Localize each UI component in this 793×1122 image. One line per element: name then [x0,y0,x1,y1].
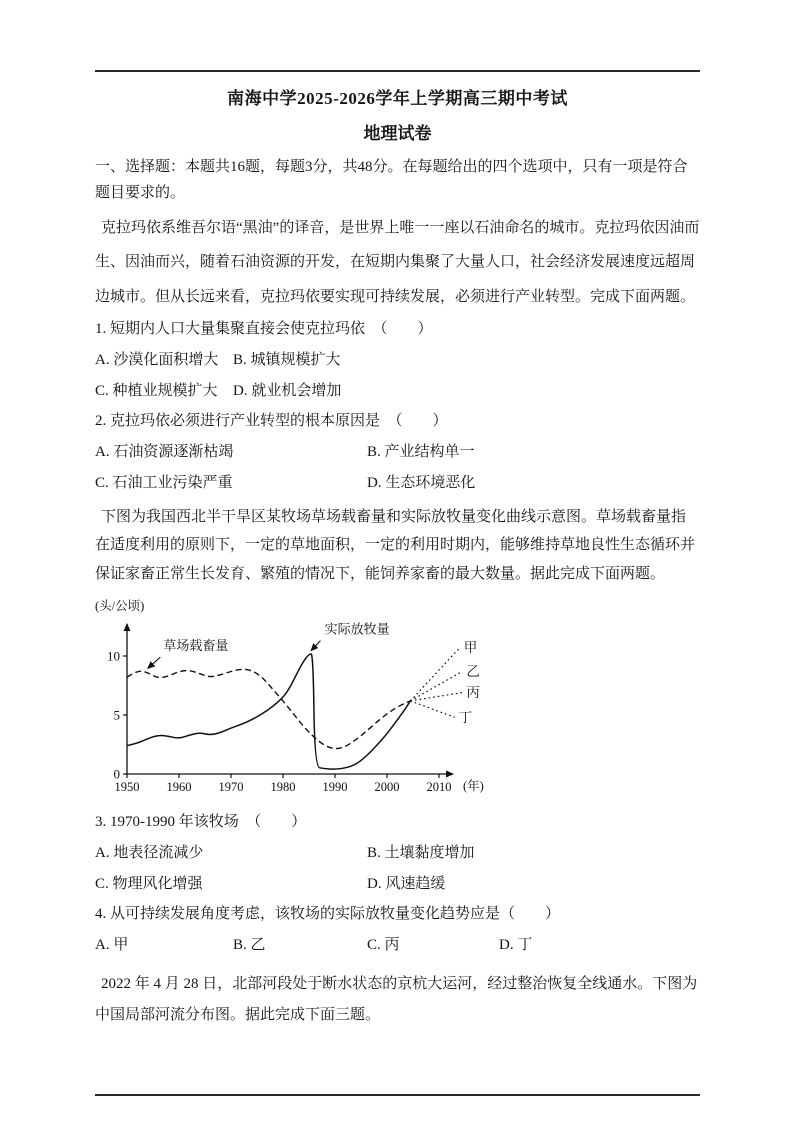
question-3 [95,807,700,899]
bottom-rule [95,1094,700,1096]
svg-text:2010: 2010 [426,780,452,794]
question-1-option-b: B. 城镇规模扩大 [233,351,341,368]
question-1-option-c: C. 种植业规模扩大 [95,382,218,399]
question-1-stem: 1. 短期内人口大量集聚直接会使克拉玛依 （ ） [95,321,433,337]
question-4 [95,899,700,961]
top-rule [95,70,700,72]
question-3-option-b: B. 土壤黏度增加 [367,844,475,861]
question-4-stem: 4. 从可持续发展角度考虑，该牧场的实际放牧量变化趋势应是（ ） [95,906,561,923]
passage-karamay: 克拉玛依系维吾尔语“黑油”的译音，是世界上唯一一座以石油命名的城市。克拉玛依因油而生、因油而兴，随着石油资源的开发，在短期内集聚了大量人口，社会经济发展速度远超周边城市。但从长远来看，克拉玛依要实现可持续发展，必须进行产业转型。完成下面两题。 [95,219,700,305]
svg-text:实际放牧量: 实际放牧量 [324,621,390,637]
svg-text:(头/公顷): (头/公顷) [95,599,145,613]
question-3-option-d: D. 风速趋缓 [367,875,446,892]
question-1-option-a: A. 沙漠化面积增大 [95,351,219,368]
question-2-option-b: B. 产业结构单一 [367,444,475,460]
svg-text:草场载畜量: 草场载畜量 [163,638,229,654]
pasture-chart-figure [93,594,700,805]
svg-text:1990: 1990 [322,780,348,794]
question-2-option-d: D. 生态环境恶化 [367,474,476,491]
question-2-option-a: A. 石油资源逐渐枯竭 [95,444,234,460]
question-2-stem: 2. 克拉玛依必须进行产业转型的根本原因是 （ ） [95,413,448,430]
question-4-option-d: D. 丁 [499,937,533,953]
passage-canal: 2022 年 4 月 28 日，北部河段处于断水状态的京杭大运河，经过整治恢复全线通水。下图为中国局部河流分布图。据此完成下面三题。 [95,975,698,1024]
svg-text:丁: 丁 [458,709,473,725]
question-3-option-c: C. 物理风化增强 [95,875,203,892]
question-1-options [95,345,700,407]
section-heading: 一、选择题：本题共16题，每题3分，共48分。在每题给出的四个选项中，只有一项是符合题目要求的。 [95,159,688,202]
svg-text:1970: 1970 [218,780,244,794]
question-1 [95,314,700,406]
svg-text:0: 0 [113,766,120,782]
question-4-option-a: A. 甲 [95,937,129,953]
question-3-stem: 3. 1970-1990 年该牧场 （ ） [95,814,307,830]
question-4-option-c: C. 丙 [367,937,400,953]
exam-subtitle: 地理试卷 [363,124,432,143]
svg-text:甲: 甲 [463,640,478,656]
svg-text:1950: 1950 [114,780,140,794]
svg-text:10: 10 [107,648,120,664]
grazing-capacity-chart [93,594,505,800]
svg-text:丙: 丙 [466,685,480,701]
question-3-options [95,838,700,900]
svg-text:1960: 1960 [166,780,192,794]
svg-text:(年): (年) [463,779,484,793]
question-2-option-c: C. 石油工业污染严重 [95,474,233,491]
svg-text:2000: 2000 [374,780,400,794]
question-2 [95,406,700,498]
question-4-options [95,930,700,961]
question-2-options [95,437,700,499]
question-3-option-a: A. 地表径流减少 [95,844,204,861]
svg-text:乙: 乙 [466,663,480,679]
exam-title: 南海中学2025-2026学年上学期高三期中考试 [227,89,568,108]
svg-text:1980: 1980 [270,780,296,794]
question-4-option-b: B. 乙 [233,937,266,953]
question-1-option-d: D. 就业机会增加 [233,382,342,399]
passage-pasture: 下图为我国西北半干旱区某牧场草场载畜量和实际放牧量变化曲线示意图。草场载畜量指在适度利用的原则下，一定的草地面积，一定的利用时期内，能够维持草地良性生态循环并保证家畜正常生长发育、繁殖的情况下，能饲养家畜的最大数量。据此完成下面两题。 [95,508,696,582]
svg-text:5: 5 [113,707,120,723]
